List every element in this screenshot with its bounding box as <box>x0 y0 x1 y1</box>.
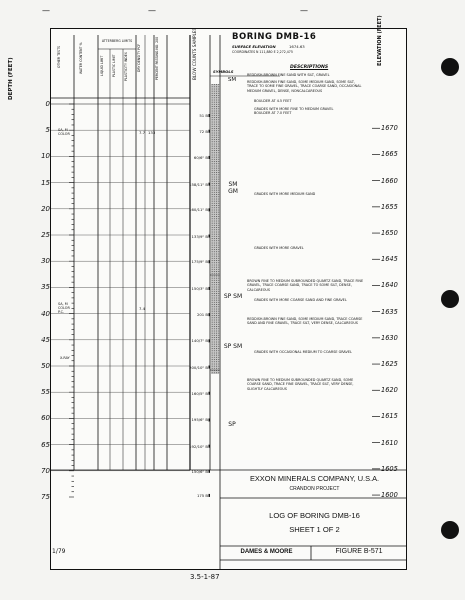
top-mark: — <box>42 6 50 15</box>
atterberg-header: ATTERBERG LIMITS <box>101 39 133 43</box>
depth-label: 60 <box>41 414 50 423</box>
sample-mark <box>209 313 211 316</box>
depth-label: 70 <box>41 466 50 475</box>
elevation-label: 1645 <box>381 255 398 264</box>
depth-label: 40 <box>41 309 50 318</box>
other-test-entry: SA, M COLOR <box>58 128 70 136</box>
page-number: 3.5-1-87 <box>190 573 220 581</box>
descriptions-header: DESCRIPTIONS <box>290 65 329 70</box>
description: GRADES WITH MORE COARSE SAND AND FINE GRAVEL <box>254 298 347 302</box>
sample-mark <box>209 260 211 263</box>
depth-label: 5 <box>45 126 50 135</box>
lab-value: 7.4 <box>139 306 146 311</box>
coordinates-value: N 111,880 E 2,272,475 <box>256 50 293 54</box>
lab-value: 133 <box>148 130 156 135</box>
depth-label: 20 <box>41 204 50 213</box>
sample-mark <box>209 418 211 421</box>
sample-label: 51 B <box>199 113 208 119</box>
elevation-label: 1615 <box>381 412 398 421</box>
log-title: LOG OF BORING DMB-16 <box>269 511 360 520</box>
depth-label: 35 <box>41 283 50 292</box>
depth-label: 55 <box>41 388 50 397</box>
elevation-label: 1625 <box>381 360 398 369</box>
percent-passing-header: PERCENT PASSING NO. 200 <box>155 36 159 80</box>
company-name: EXXON MINERALS COMPANY, U.S.A. <box>249 474 380 483</box>
coordinates-label: COORDINATES <box>232 50 256 54</box>
surface-elevation-label: SURFACE ELEVATION <box>232 44 276 49</box>
date-label: 1/79 <box>52 548 66 555</box>
elevation-label: 1620 <box>381 386 398 395</box>
top-mark: — <box>300 6 308 15</box>
depth-label: 15 <box>41 178 50 187</box>
depth-label: 50 <box>41 362 50 370</box>
sample-label: 72 B <box>199 128 208 134</box>
sample-label: 140/7" B <box>191 338 208 344</box>
depth-label: 65 <box>41 440 50 449</box>
sample-label: 160/5" B <box>191 390 208 396</box>
sample-mark <box>209 339 211 342</box>
sample-mark <box>209 156 211 159</box>
water-content-header: WATER CONTENT % <box>79 42 83 74</box>
depth-header: DEPTH (FEET) <box>8 57 14 100</box>
elevation-label: 1665 <box>381 150 398 159</box>
plasticity-index-header: PLASTICITY INDEX <box>124 52 128 82</box>
sample-label: 150/3" B <box>191 285 208 291</box>
sample-label: 200/10" B <box>189 364 208 370</box>
elevation-label: 1610 <box>381 438 398 447</box>
description: REDDISH-BROWN FINE SAND WITH SILT, GRAVEL <box>247 73 330 77</box>
depth-label: 10 <box>41 152 50 161</box>
other-test-entry: X-RAY <box>60 356 70 360</box>
soil-symbol: SM GM <box>228 181 238 195</box>
sample-mark <box>209 183 211 186</box>
description: REDDISH-BROWN FINE SAND, SOME MEDIUM SAND, TRACE COARSE SAND AND FINE GRAVEL, TRACE SILT, VERY DENSE, CALCAREOUS <box>247 317 363 326</box>
sample-mark <box>209 445 211 448</box>
sample-mark <box>209 494 211 497</box>
sample-label: 150/6" B <box>191 468 208 474</box>
sample-label: 133/9" B <box>191 233 208 239</box>
project-name: CRANDON PROJECT <box>289 486 340 492</box>
dry-density-header: DRY DENSITY PCF <box>137 43 141 73</box>
elevation-label: 1635 <box>381 307 398 316</box>
sample-mark <box>209 235 211 238</box>
sample-mark <box>209 470 211 473</box>
description: BROWN FINE TO MEDIUM SUBROUNDED QUARTZ SAND, TRACE FINE GRAVEL, TRACE COARSE SAND, TRACE TO SOME SILT, DENSE, CALCAREOUS <box>247 279 364 292</box>
sample-label: 192/10" B <box>189 443 208 449</box>
description: GRADES WITH MORE GRAVEL <box>254 246 304 250</box>
liquid-limit-header: LIQUID LIMIT <box>100 55 104 77</box>
elevation-header: ELEVATION (FEET) <box>377 15 383 66</box>
sample-label: 175 B <box>196 492 208 498</box>
elevation-label: 1660 <box>381 176 398 185</box>
elevation-label: 1650 <box>381 229 398 238</box>
firm-name: DAMES & MOORE <box>240 549 293 555</box>
boring-title: BORING DMB-16 <box>232 32 317 42</box>
sample-mark <box>209 130 211 133</box>
lab-value: 7.7 <box>139 130 146 135</box>
elevation-label: 1630 <box>381 333 398 342</box>
elevation-label: 1600 <box>381 491 398 500</box>
symbols-header: SYMBOLS <box>213 69 234 74</box>
figure-number: FIGURE B-571 <box>335 548 383 555</box>
other-tests-header: OTHER TESTS <box>57 45 61 69</box>
sample-label: 201 B <box>196 312 208 318</box>
description: REDDISH-BROWN FINE SAND, SOME MEDIUM SAND, SOME SILT, TRACE TO SOME FINE GRAVEL, TRACE COARSE SAND, OCCASIONAL MEDIUM GRAVEL, DENSE, NONCALCAREOUS <box>247 80 362 93</box>
elevation-label: 1640 <box>381 281 398 290</box>
description: GRADES WITH MORE MEDIUM SAND <box>254 192 316 196</box>
surface-elevation-value: 1674.63 <box>289 44 305 49</box>
description: BOULDER AT 4.5 FEET <box>254 99 292 103</box>
sample-label: 160/11" B <box>189 207 208 213</box>
depth-label: 75 <box>41 493 50 501</box>
sample-label: 175/9" B <box>191 259 208 265</box>
elevation-label: 1670 <box>381 124 398 133</box>
depth-label: 45 <box>41 335 50 344</box>
elevation-label: 1605 <box>381 464 398 473</box>
description: GRADES WITH OCCASIONAL MEDIUM TO COARSE GRAVEL <box>254 350 352 354</box>
top-mark: — <box>148 6 156 15</box>
sample-mark <box>209 114 211 117</box>
sample-label: 195/6" B <box>191 417 208 423</box>
blow-counts-header: BLOW COUNTS SAMPLES <box>192 27 197 80</box>
soil-symbol: SP <box>228 421 236 428</box>
sample-mark <box>209 287 211 290</box>
description: GRADES WITH MORE FINE TO MEDIUM GRAVEL BOULDER AT 7.0 FEET <box>254 107 334 116</box>
plastic-limit-header: PLASTIC LIMIT <box>112 54 116 78</box>
soil-symbol: SP SM <box>223 293 243 300</box>
elevation-label: 1655 <box>381 202 398 211</box>
soil-symbol: SM <box>227 77 237 83</box>
depth-label: 0 <box>45 100 50 108</box>
sheet-number: SHEET 1 OF 2 <box>289 525 340 534</box>
sample-mark <box>209 392 211 395</box>
sample-mark <box>209 366 211 369</box>
description: BROWN FINE TO MEDIUM SUBROUNDED QUARTZ SAND, SOME COARSE SAND, TRACE FINE GRAVEL, TRACE SILT, VERY DENSE, SLIGHTLY CALCAREOUS <box>247 378 354 391</box>
sample-label: 158/11" B <box>189 181 208 187</box>
other-test-entry: SA, M COLOR P.C. <box>58 302 70 314</box>
sample-label: 60/6" B <box>193 154 208 160</box>
soil-symbol: SP SM <box>223 343 243 350</box>
depth-label: 30 <box>41 257 50 266</box>
sample-mark <box>209 208 211 211</box>
depth-label: 25 <box>41 231 50 239</box>
